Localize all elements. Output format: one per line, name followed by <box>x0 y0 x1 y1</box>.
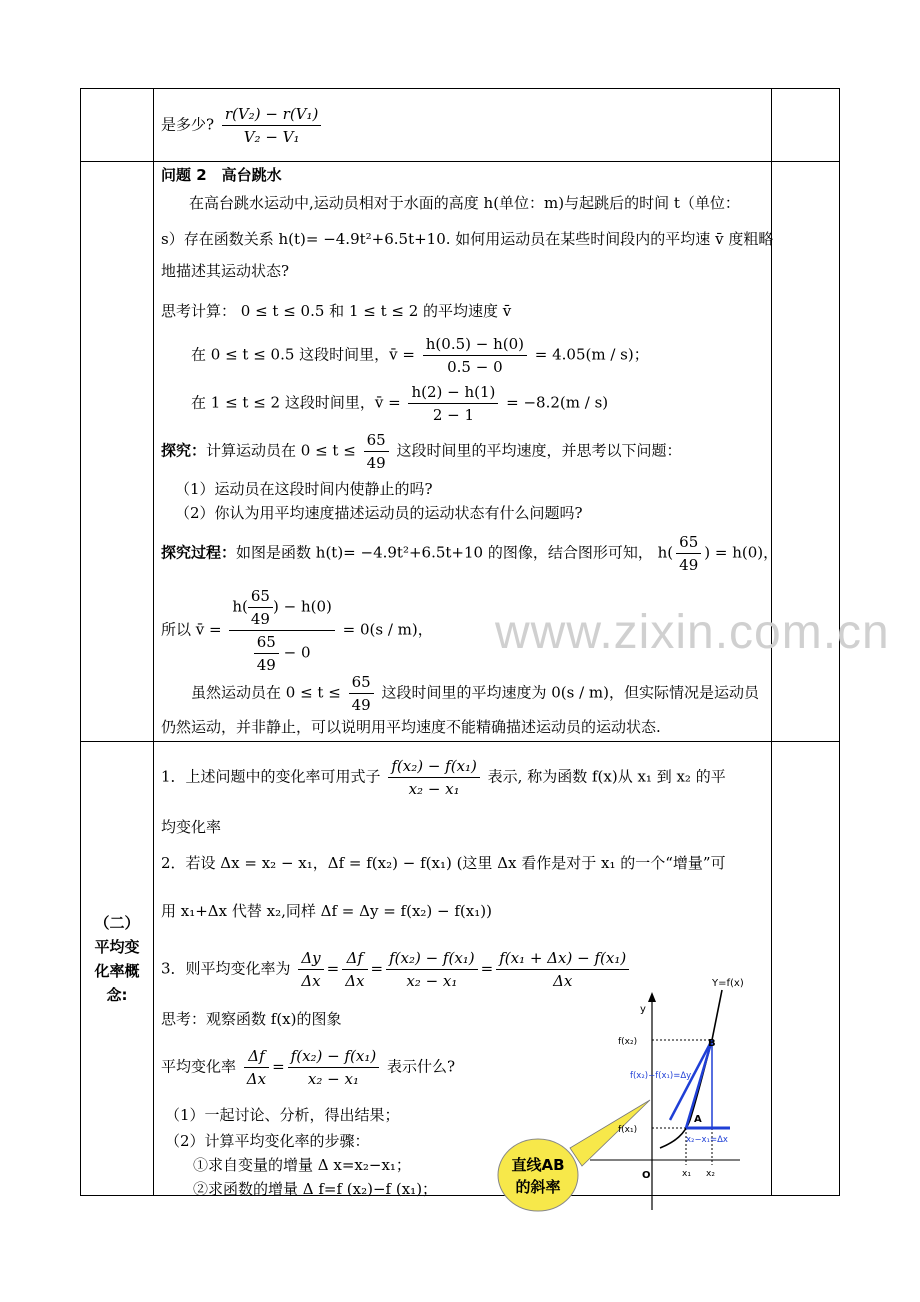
concl-den: 49 <box>351 696 371 714</box>
item3-f4-num: f(x₁ + Δx) − f(x₁) <box>496 947 629 970</box>
item1-num: f(x₂) − f(x₁) <box>388 755 480 778</box>
so-num-inner-den: 49 <box>250 610 270 628</box>
so-num-post: ) − h(0) <box>272 597 332 616</box>
question-1: （1）运动员在这段时间内使静止的吗? <box>175 480 433 498</box>
explore-label: 探究： <box>161 441 207 460</box>
so-den-inner-den: 49 <box>256 656 276 674</box>
side-label-line3: 化率概 <box>94 962 140 980</box>
process-text: 如图是函数 h(t)= −4.9t²+6.5t+10 的图像，结合图形可知， <box>236 543 653 562</box>
problem2-para-line3: 地描述其运动状态? <box>161 262 290 280</box>
process-eq-den: 49 <box>679 556 699 574</box>
item1-line2: 均变化率 <box>161 818 222 836</box>
avg-frac1 <box>244 1045 269 1090</box>
so-den <box>229 631 334 676</box>
think-calc: 思考计算： 0 ≤ t ≤ 0.5 和 1 ≤ t ≤ 2 的平均速度 v̄ <box>161 302 512 320</box>
concl-num: 65 <box>349 671 374 694</box>
section2-side-label <box>81 911 153 1007</box>
point-b-label: B <box>708 1038 716 1049</box>
so-velocity <box>161 585 433 676</box>
problem2-para-line1: 在高台跳水运动中,运动员相对于水面的高度 h(单位：m)与起跳后的时间 t（单位： <box>189 194 740 212</box>
item3-pre: 3．则平均变化率为 <box>161 959 291 978</box>
item2-line1: 2．若设 Δx = x₂ − x₁，Δf = f(x₂) − f(x₁) (这里 Δx 看作是对于 x₁ 的一个“增量”可 <box>161 854 726 872</box>
avg-frac2 <box>288 1045 380 1090</box>
conclusion-line1 <box>191 671 759 716</box>
problem2-title: 问题 2 高台跳水 <box>161 166 282 184</box>
row1-frac-num: r(V₂) − r(V₁) <box>222 103 322 126</box>
calc2-prefix: 在 1 ≤ t ≤ 2 这段时间里，v̄ = <box>191 393 401 412</box>
step-a: （1）一起讨论、分析，得出结果； <box>165 1106 400 1124</box>
item1-den: x₂ − x₁ <box>408 780 460 798</box>
concl-pre: 虽然运动员在 0 ≤ t ≤ <box>191 683 341 702</box>
calc1-den: 0.5 − 0 <box>447 358 503 376</box>
think-graph: 思考：观察函数 f(x)的图象 <box>161 1010 342 1028</box>
calc1-fraction <box>423 333 527 378</box>
calc1-result: = 4.05(m / s)； <box>534 345 649 364</box>
x2-label: x₂ <box>706 1169 715 1179</box>
avg-f2-den: x₂ − x₁ <box>307 1070 359 1088</box>
process <box>161 531 778 576</box>
fx2-label: f(x₂) <box>618 1037 638 1047</box>
point-a-label: A <box>694 1114 702 1125</box>
fx1-label: f(x₁) <box>618 1125 638 1135</box>
so-result: = 0(s / m)， <box>342 620 433 639</box>
question-2: （2）你认为用平均速度描述运动员的运动状态有什么问题吗? <box>175 504 583 522</box>
calc2-den: 2 − 1 <box>432 406 475 424</box>
so-num <box>229 585 334 631</box>
so-den-inner-num: 65 <box>254 631 279 654</box>
item1-pre: 1．上述问题中的变化率可用式子 <box>161 767 381 786</box>
process-eq-pre: h( <box>657 543 674 562</box>
side-label-line4: 念: <box>106 986 128 1004</box>
row1-prefix: 是多少? <box>161 115 215 134</box>
step-c: ①求自变量的增量 Δ x=x₂−x₁； <box>193 1156 411 1174</box>
row-divider-2 <box>81 741 839 742</box>
calc1 <box>191 333 649 378</box>
column-divider-left <box>153 89 154 1195</box>
so-prefix: 所以 v̄ = <box>161 620 222 639</box>
item1 <box>161 755 726 800</box>
row1-frac-den: V₂ − V₁ <box>243 128 300 146</box>
callout-pointer <box>570 1100 650 1166</box>
so-den-post: − 0 <box>283 643 311 662</box>
func-label: Y=f(x) <box>712 978 744 989</box>
item3-f2-den: Δx <box>345 972 365 990</box>
item1-fraction <box>388 755 480 800</box>
explore-num: 65 <box>364 429 389 452</box>
callout-line1: 直线AB <box>511 1156 565 1174</box>
avg-f1-den: Δx <box>246 1070 267 1088</box>
concl-post: 这段时间里的平均速度为 0(s / m)，但实际情况是运动员 <box>381 683 759 702</box>
calc1-num: h(0.5) − h(0) <box>423 333 527 356</box>
concl-fraction <box>349 671 374 716</box>
item3-f1-num: Δy <box>298 947 323 970</box>
delta-x-label: x₂−x₁=Δx <box>686 1135 728 1145</box>
explore-pre: 计算运动员在 0 ≤ t ≤ <box>206 441 356 460</box>
watermark: www.zixin.com.cn <box>495 606 890 659</box>
item1-post: 表示, 称为函数 f(x)从 x₁ 到 x₂ 的平 <box>487 767 726 786</box>
origin-label: O <box>642 1170 651 1181</box>
conclusion-line2: 仍然运动，并非静止，可以说明用平均速度不能精确描述运动员的运动状态. <box>161 718 661 736</box>
delta-y-label: f(x₂)−f(x₁)=Δy <box>630 1071 692 1081</box>
so-num-pre: h( <box>232 597 248 616</box>
calc2-result: = −8.2(m / s) <box>506 393 609 412</box>
item3: 3．则平均变化率为 $\frac{\Delta y}{\Delta x}$ = $\frac{\Delta f}{\Delta x}$ = $\frac{\text{f(x₂) − f(x₁)}}{\text{x₂ − x₁}}$ = $\frac{\text{f(x₁ + Δx) − f(x₁)}}{\Delta x}$ <box>161 947 632 992</box>
avg-f1-num: Δf <box>244 1045 269 1068</box>
avg-rate: 平均变化率 $\frac{\Delta f}{\Delta x}$ = $\frac{\text{f(x₂) − f(x₁)}}{\text{x₂ − x₁}}$ 表示什么? <box>161 1047 456 1088</box>
item3-f2-num: Δf <box>342 947 367 970</box>
calc2 <box>191 381 608 426</box>
step-d: ②求函数的增量 Δ f=f (x₂)−f (x₁)； <box>193 1180 438 1198</box>
item3-f3-den: x₂ − x₁ <box>406 972 458 990</box>
item3-frac1 <box>298 947 323 992</box>
row-divider-1 <box>81 161 839 162</box>
callout-bubble <box>498 1139 578 1211</box>
problem2-para-line2: s）存在函数关系 h(t)= −4.9t²+6.5t+10. 如何用运动员在某些时间段内的平均速 v̄ 度粗略 <box>161 230 774 248</box>
explore <box>161 429 681 474</box>
process-eq-post: ) = h(0)， <box>704 543 779 562</box>
y-axis-label: y <box>640 1004 646 1015</box>
row1-fraction <box>222 103 322 148</box>
item3-frac3 <box>386 947 478 992</box>
process-label: 探究过程： <box>161 543 237 562</box>
average-rate-graph <box>490 970 750 1215</box>
process-eq-fraction <box>676 531 701 576</box>
item2-line2: 用 x₁+Δx 代替 x₂,同样 Δf = Δy = f(x₂) − f(x₁)) <box>161 902 492 920</box>
so-num-inner-num: 65 <box>248 585 273 608</box>
item3-f3-num: f(x₂) − f(x₁) <box>386 947 478 970</box>
row1-question <box>161 103 324 148</box>
explore-post: 这段时间里的平均速度，并思考以下问题： <box>396 441 682 460</box>
explore-den: 49 <box>366 454 386 472</box>
avg-post: 表示什么? <box>387 1057 456 1076</box>
callout-line2: 的斜率 <box>515 1178 561 1196</box>
step-b: （2）计算平均变化率的步骤： <box>165 1132 370 1150</box>
calc2-num: h(2) − h(1) <box>408 381 498 404</box>
x1-label: x₁ <box>682 1169 691 1179</box>
avg-pre: 平均变化率 <box>161 1057 237 1076</box>
item3-frac2 <box>342 947 367 992</box>
explore-fraction <box>364 429 389 474</box>
avg-f2-num: f(x₂) − f(x₁) <box>288 1045 380 1068</box>
calc2-fraction <box>408 381 498 426</box>
so-fraction <box>229 585 334 676</box>
process-eq-num: 65 <box>676 531 701 554</box>
item3-f4-den: Δx <box>553 972 573 990</box>
y-axis-arrow <box>648 992 656 1002</box>
calc1-prefix: 在 0 ≤ t ≤ 0.5 这段时间里，v̄ = <box>191 345 415 364</box>
side-label-line2: 平均变 <box>94 938 140 956</box>
item3-f1-den: Δx <box>301 972 321 990</box>
side-label-line1: （二） <box>94 914 140 932</box>
